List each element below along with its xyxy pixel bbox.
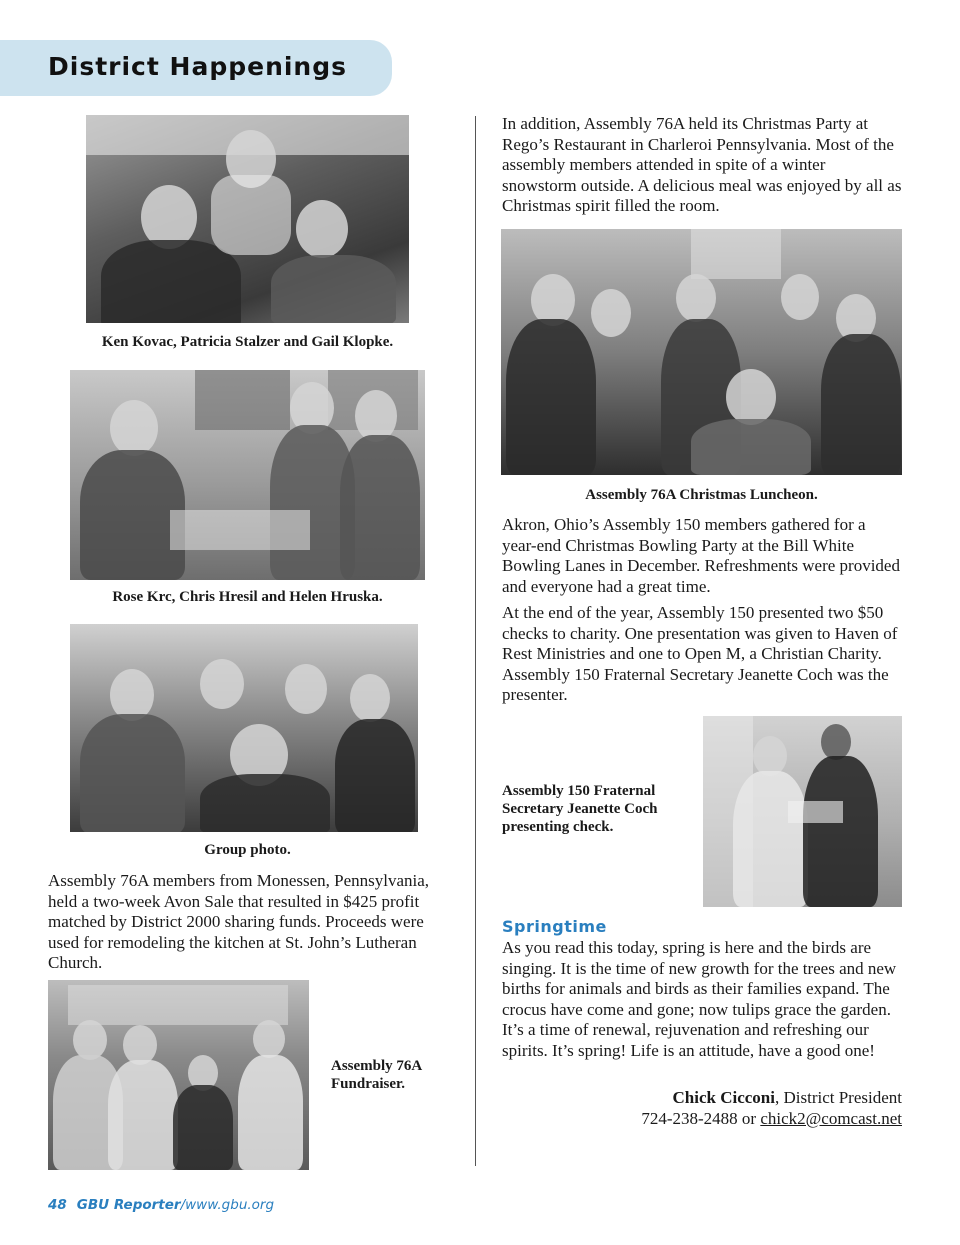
- photo-group: [70, 624, 418, 832]
- signature-email-link[interactable]: chick2@comcast.net: [760, 1108, 902, 1128]
- photo-kovac-stalzer-klopke: [86, 115, 409, 323]
- page-footer: [48, 1197, 274, 1213]
- paragraph-avon-sale: Assembly 76A members from Monessen, Pennsylvania, held a two-week Avon Sale that resulted in $425 profit matched by District 2000 sharing funds. Proceeds were used for remodeling the kitchen at St. John’s Lutheran Church.: [48, 871, 430, 973]
- springtime-heading: Springtime: [502, 917, 607, 936]
- paragraph-bowling: Akron, Ohio’s Assembly 150 members gathered for a year-end Christmas Bowling Party at the Bill White Bowling Lanes in December. Refreshments were provided and everyone had a great time.: [502, 515, 900, 596]
- photo-krc-hresil-hruska: [70, 370, 425, 580]
- caption-photo6: Assembly 150 Fraternal Secretary Jeanette Coch presenting check.: [502, 783, 658, 835]
- caption-photo2: Rose Krc, Chris Hresil and Helen Hruska.: [112, 589, 383, 605]
- signature-name: Chick Cicconi: [672, 1088, 775, 1107]
- column-divider: [475, 116, 476, 1166]
- publication-name: GBU Reporter: [76, 1197, 181, 1213]
- publication-url: /www.gbu.org: [180, 1197, 275, 1213]
- paragraph-charity: At the end of the year, Assembly 150 presented two $50 checks to charity. One presentation was given to Haven of Rest Ministries and one to Open M, a Christian Charity. Assembly 150 Fraternal Secretary Jeanette Coch was the presenter.: [502, 603, 898, 705]
- photo-fundraiser: [48, 980, 309, 1170]
- signature-phone: 724-238-2488 or: [641, 1108, 761, 1128]
- page-number: 48: [48, 1197, 67, 1213]
- caption-photo4: Assembly 76A Fundraiser.: [331, 1058, 422, 1092]
- caption-photo5: Assembly 76A Christmas Luncheon.: [585, 487, 818, 503]
- paragraph-springtime: As you read this today, spring is here and the birds are singing. It is the time of new growth for the trees and new births for animals and birds as their families expand. The crocus have come and gone; now tulips grace the garden. It’s a time of renewal, rejuvenation and refreshing our spirits. It’s spring! Life is an attitude, have a good one!: [502, 938, 897, 1060]
- signature-title: , District President: [774, 1088, 902, 1107]
- signature-block: [641, 1088, 902, 1129]
- photo-check-presentation: [703, 716, 902, 907]
- caption-photo3: Group photo.: [204, 842, 291, 858]
- page-title: District Happenings: [48, 52, 348, 81]
- caption-photo1: Ken Kovac, Patricia Stalzer and Gail Klopke.: [101, 334, 394, 350]
- signature-line: [641, 1088, 902, 1109]
- contact-line: [641, 1109, 902, 1130]
- paragraph-christmas-party: In addition, Assembly 76A held its Christmas Party at Rego’s Restaurant in Charleroi Pennsylvania. Most of the assembly members attended in spite of a winter snowstorm outside. A delicious meal was enjoyed by all as Christmas spirit filled the room.: [502, 114, 902, 216]
- photo-christmas-luncheon: [501, 229, 902, 475]
